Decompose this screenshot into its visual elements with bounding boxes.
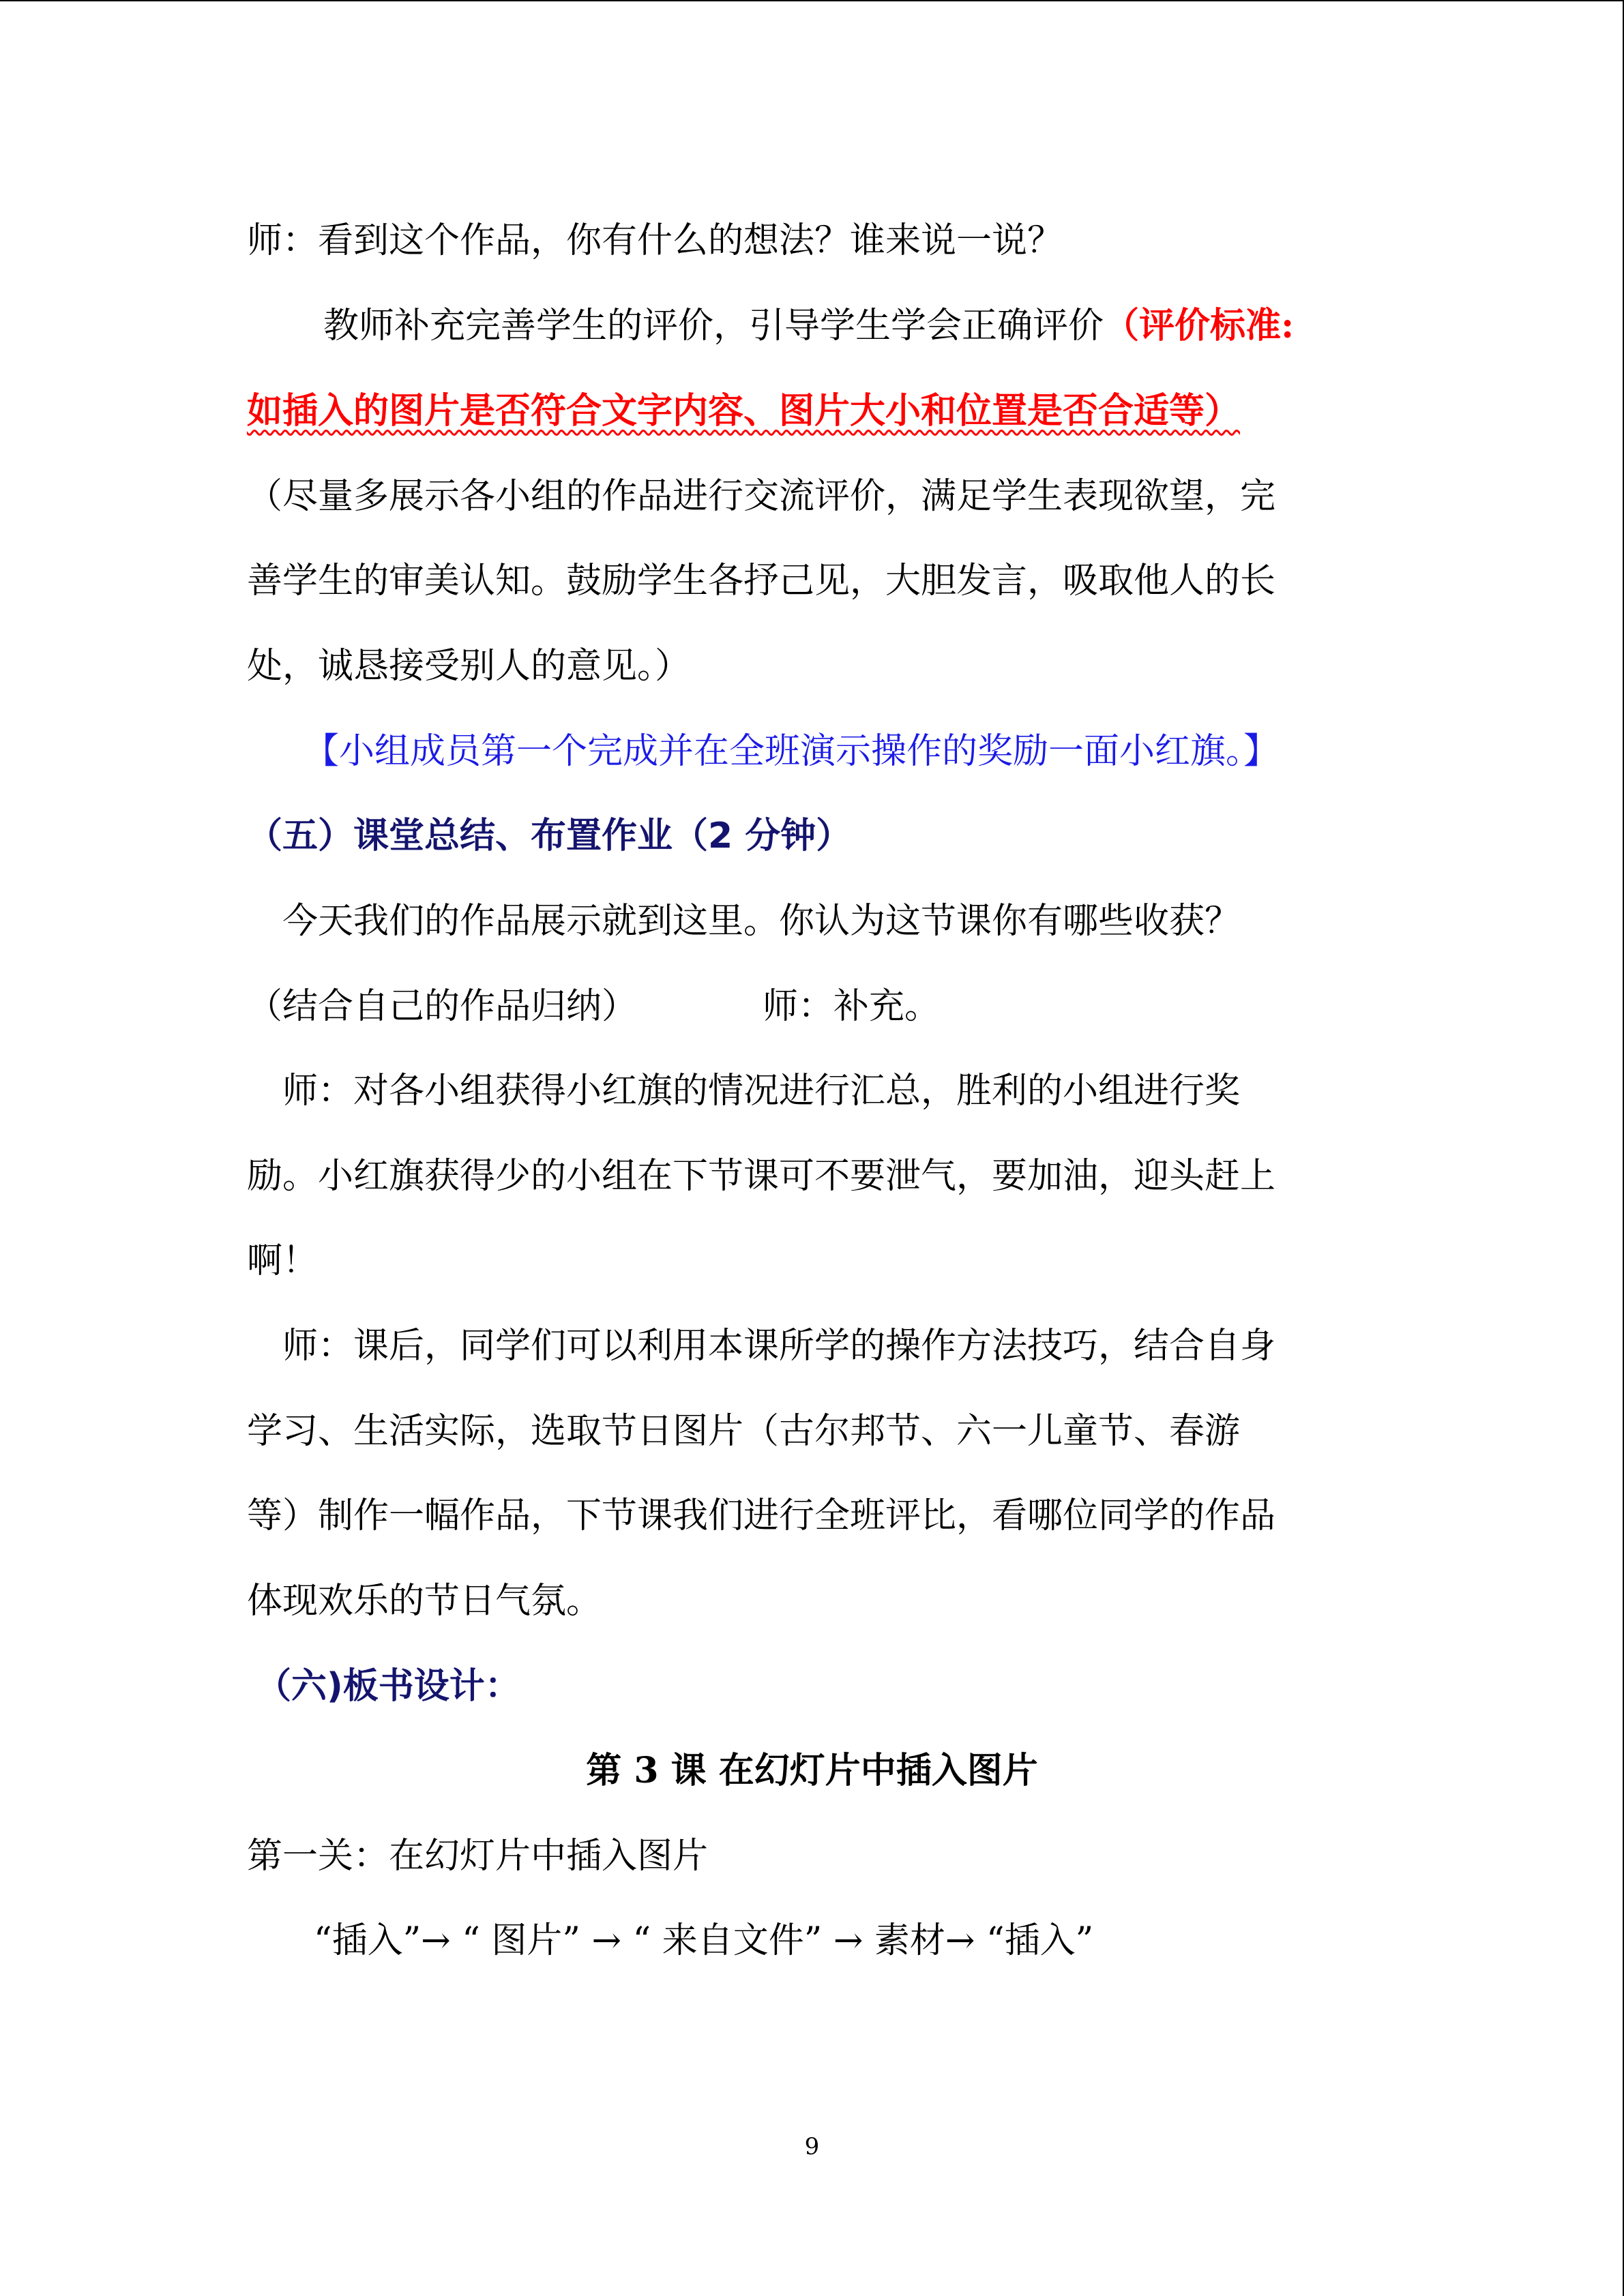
paragraph-reward-summary-line-1: 师：对各小组获得小红旗的情况进行汇总，胜利的小组进行奖: [282, 1071, 1241, 1112]
level-one-label: 第一关：在幻灯片中插入图片: [247, 1836, 709, 1877]
paragraph-showcase-line-2: 善学生的审美认知。鼓励学生各抒己见，大胆发言，吸取他人的长: [247, 561, 1276, 601]
teacher-supplement: 师：补充。: [763, 986, 941, 1027]
reward-note: 【小组成员第一个完成并在全班演示操作的奖励一面小红旗。】: [304, 731, 1280, 772]
paragraph-reward-summary-line-3: 啊！: [247, 1240, 319, 1281]
paragraph-homework-line-1: 师：课后，同学们可以利用本课所学的操作方法技巧，结合自身: [282, 1326, 1276, 1367]
evaluation-criteria-detail: 如插入的图片是否符合文字内容、图片大小和位置是否合适等）: [247, 390, 1241, 432]
paragraph-summary-question: 今天我们的作品展示就到这里。你认为这节课你有哪些收获？: [282, 901, 1241, 942]
lesson-title: 第 3 课 在幻灯片中插入图片: [586, 1750, 1038, 1791]
insert-steps: “插入”→ “ 图片” → “ 来自文件” → 素材→ “插入”: [314, 1920, 1094, 1961]
section-heading-board-design: （六)板书设计：: [256, 1666, 520, 1707]
paragraph-homework-line-4: 体现欢乐的节日气氛。: [247, 1581, 602, 1622]
paragraph-evaluation-guide: [323, 305, 1294, 347]
paragraph-summary-induction: [247, 985, 637, 1028]
evaluation-guide-text: 教师补充完善学生的评价，引导学生学会正确评价: [323, 305, 1104, 346]
paragraph-reward-summary-line-2: 励。小红旗获得少的小组在下节课可不要泄气，要加油，迎头赶上: [247, 1156, 1276, 1197]
paragraph-showcase-line-1: （尽量多展示各小组的作品进行交流评价，满足学生表现欲望，完: [247, 476, 1276, 517]
paragraph-homework-line-3: 等）制作一幅作品，下节课我们进行全班评比，看哪位同学的作品: [247, 1495, 1276, 1536]
evaluation-criteria-label: （评价标准:: [1104, 305, 1295, 346]
section-heading-summary: （五）课堂总结、布置作业（2 分钟）: [247, 816, 852, 856]
paragraph-teacher-question: 师：看到这个作品，你有什么的想法？谁来说一说？: [247, 220, 1063, 261]
paragraph-homework-line-2: 学习、生活实际，选取节日图片（古尔邦节、六一儿童节、春游: [247, 1411, 1241, 1452]
paragraph-showcase-line-3: 处，诚恳接受别人的意见。）: [247, 646, 691, 687]
evaluation-criteria-text: [247, 390, 1240, 432]
induction-text: （结合自己的作品归纳）: [247, 986, 638, 1027]
page-number: 9: [804, 2133, 820, 2160]
